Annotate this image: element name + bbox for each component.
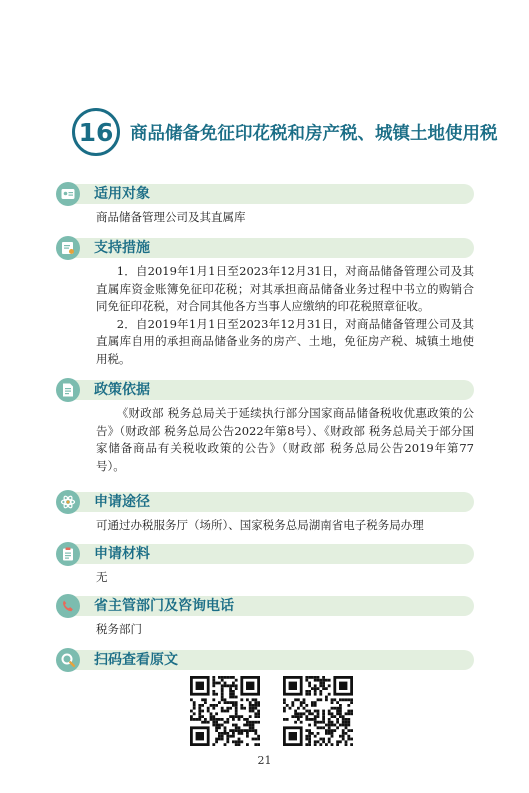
section-header-basis <box>62 380 474 400</box>
magnifier-icon <box>56 648 80 672</box>
section-label: 政策依据 <box>94 382 150 398</box>
channel-text: 可通过办税服务厅（场所）、国家税务总局湖南省电子税务局办理 <box>96 518 424 532</box>
section-label: 申请途径 <box>94 494 150 510</box>
section-label: 支持措施 <box>94 240 150 256</box>
basis-text: 《财政部 税务总局关于延续执行部分国家商品储备税收优惠政策的公告》（财政部 税务总局公告2022年第8号）、《财政部 税务总局关于部分国家储备商品有关税收政策的公告》（财政部 税务总局公告2019年第77号）。 <box>96 406 474 473</box>
atom-icon <box>56 490 80 514</box>
page-title-block <box>72 107 498 157</box>
target-text: 商品储备管理公司及其直属库 <box>96 210 246 224</box>
page-title: 商品储备免征印花税和房产税、城镇土地使用税 <box>130 123 498 144</box>
document-icon <box>56 378 80 402</box>
phone-icon <box>56 594 80 618</box>
section-label: 扫码查看原文 <box>94 652 178 668</box>
page-number: 21 <box>257 754 272 767</box>
clipboard-icon <box>56 542 80 566</box>
certificate-icon <box>56 236 80 260</box>
section-header-target <box>62 184 474 204</box>
section-header-materials <box>62 544 474 564</box>
measure-item: 1．自2019年1月1日至2023年12月31日，对商品储备管理公司及其直属库资金账簿免征印花税；对其承担商品储备业务过程中书立的购销合同免征印花税，对合同其他各方当事人应缴纳的印花税照章征收。 <box>96 264 474 313</box>
item-number-badge <box>72 108 120 156</box>
section-label: 申请材料 <box>94 546 150 562</box>
qr-code[interactable] <box>283 676 353 746</box>
section-label: 适用对象 <box>94 186 150 202</box>
qr-code[interactable] <box>190 676 260 746</box>
measures-list <box>96 263 474 368</box>
item-number: 16 <box>78 117 114 147</box>
section-header-scan <box>62 650 474 670</box>
section-label: 省主管部门及咨询电话 <box>94 598 234 614</box>
section-header-channel <box>62 492 474 512</box>
measure-item: 2．自2019年1月1日至2023年12月31日，对商品储备管理公司及其直属库自用的承担商品储备业务的房产、土地，免征房产税、城镇土地使用税。 <box>96 316 474 366</box>
section-header-contact <box>62 596 474 616</box>
contact-text: 税务部门 <box>96 622 142 636</box>
section-header-measures <box>62 238 474 258</box>
materials-text: 无 <box>96 570 108 584</box>
id-card-icon <box>56 182 80 206</box>
